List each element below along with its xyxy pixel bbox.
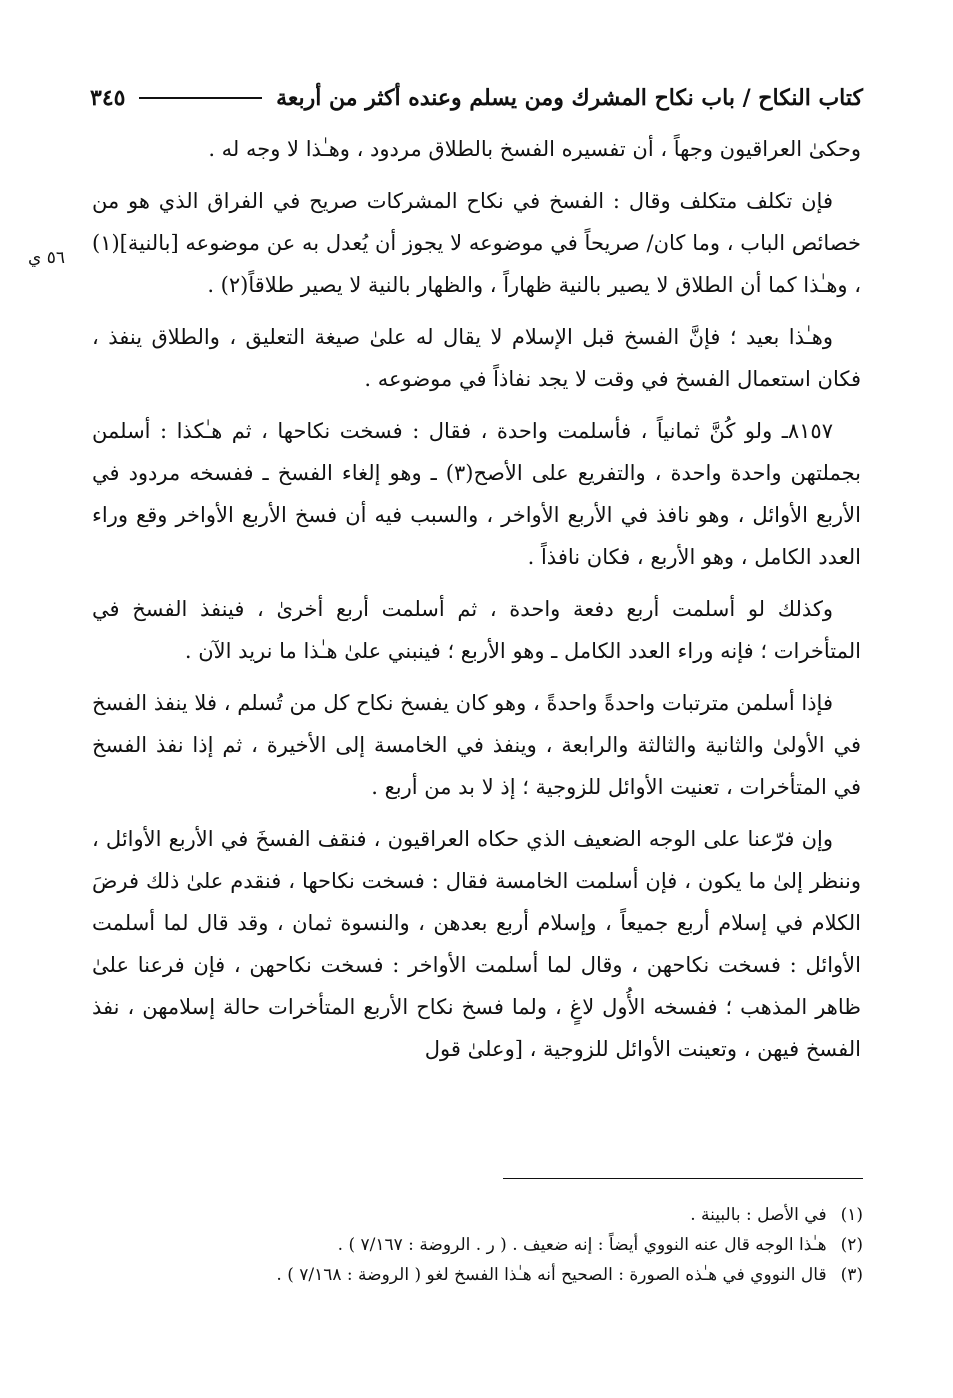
paragraph: فإذا أسلمن مترتبات واحدةً واحدةً ، وهو كان يفسخ نكاح كل من تُسلم ، فلا ينفذ الفسخ في الأولىٰ والثانية والثالثة والرابعة ، وينفذ في الخامسة إلى الأخيرة ، ثم إذا نفذ الفسخ في المتأخرات ، تعنيت الأوائل للزوجية ؛ إذ لا بد من أربع .	[92, 691, 861, 799]
paragraph: وهـٰذا بعيد ؛ فإنَّ الفسخ قبل الإسلام لا يقال له علىٰ صيغة التعليق ، والطلاق ينفذ ، فكان استعمال الفسخ في وقت لا يجد نفاذاً في موضوعه .	[92, 325, 861, 391]
footnote-number: (١)	[840, 1205, 863, 1225]
footnote-3	[110, 1260, 863, 1290]
page-number: ٣٤٥	[90, 85, 126, 111]
footnote-1	[110, 1200, 863, 1230]
footnote-number: (٢)	[840, 1235, 863, 1255]
paragraph: وإن فرّعنا على الوجه الضعيف الذي حكاه العراقيون ، فنقف الفسخَ في الأربع الأوائل ، وننظر إلىٰ ما يكون ، فإن أسلمت الخامسة فقال : فسخت نكاحها ، فنقدم علىٰ ذلك فرضَ الكلام في إسلام أربع جميعاً ، وإسلام أربع بعدهن ، والنسوة ثمان ، وقد قال لما أسلمت الأوائل : فسخت نكاحهن ، وقال لما أسلمت الأواخر : فسخت نكاحهن ، فإن فرعنا علىٰ ظاهر المذهب ؛ ففسخه الأُول لاغٍ ، ولما فسخ نكاح الأربع المتأخرات حالة إسلامهن ، نفذ الفسخ فيهن ، وتعينت الأوائل للزوجية ، [وعلىٰ قول	[92, 827, 861, 1061]
footnote-number: (٣)	[840, 1265, 863, 1285]
footnote-separator	[503, 1178, 863, 1179]
header-rule	[139, 97, 262, 99]
main-text	[92, 128, 861, 1080]
paragraph-issue-8157: ٨١٥٧ـ ولو كُنَّ ثمانياً ، فأسلمت واحدة ، فقال : فسخت نكاحها ، ثم هـٰكذا : أسلمن بجملتهن واحدة واحدة ، والتفريع على الأصح(٣) ـ وهو إلغاء الفسخ ـ ففسخه مردود في الأربع الأوائل ، وهو نافذ في الأربع الأواخر ، والسبب فيه أن فسخ الأربع الأواخر وقع وراء العدد الكامل ، وهو الأربع ، فكان نافذاً .	[92, 419, 861, 569]
footnotes	[110, 1200, 863, 1290]
footnote-text: قال النووي في هـٰذه الصورة : الصحيح أنه هـٰذا الفسخ لغو ( الروضة : ٧/١٦٨ ) .	[276, 1265, 827, 1285]
footnote-text: هـٰذا الوجه قال عنه النووي أيضاً : إنه ضعيف . ( ر . الروضة : ٧/١٦٧ ) .	[337, 1235, 827, 1255]
paragraph: فإن تكلف متكلف وقال : الفسخ في نكاح المشركات صريح في الفراق الذي هو من خصائص الباب ، وما كان/ صريحاً في موضوعه لا يجوز أن يُعدل به عن موضوعه [بالنية](١) ، وهـٰذا كما أن الطلاق لا يصير بالنية ظهاراً ، والظهار بالنية لا يصير طلاقاً(٢) .	[92, 189, 861, 297]
paragraph: وكذلك لو أسلمت أربع دفعة واحدة ، ثم أسلمت أربع أخرىٰ ، فينفذ الفسخ في المتأخرات ؛ فإنه وراء العدد الكامل ـ وهو الأربع ؛ فينبني علىٰ هـٰذا ما نريد الآن .	[92, 597, 861, 663]
footnote-text: في الأصل : بالبينة .	[690, 1205, 827, 1225]
running-header	[90, 78, 863, 118]
margin-folio-note: ٥٦ ي	[28, 248, 65, 268]
footnote-2	[110, 1230, 863, 1260]
paragraph: وحكىٰ العراقيون وجهاً ، أن تفسيره الفسخ بالطلاق مردود ، وهـٰذا لا وجه له .	[208, 137, 861, 161]
header-title: كتاب النكاح / باب نكاح المشرك ومن يسلم وعنده أكثر من أربعة	[276, 85, 863, 111]
